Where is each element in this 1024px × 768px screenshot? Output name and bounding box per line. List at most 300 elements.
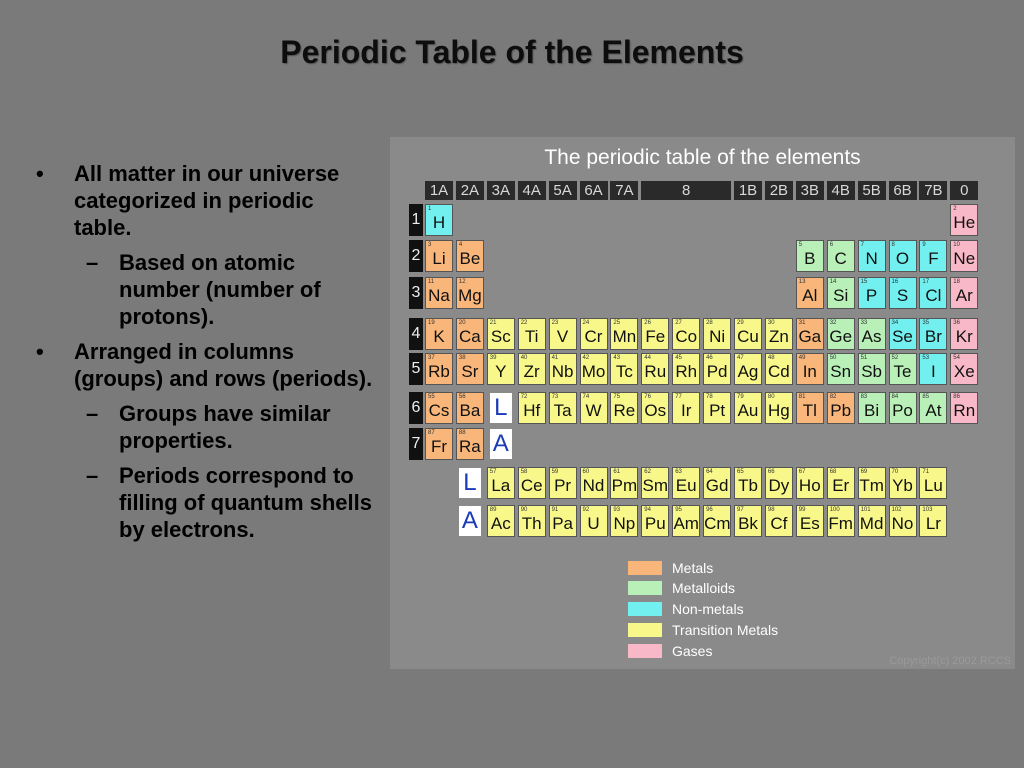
period-label: 7	[409, 428, 423, 460]
element-symbol: Xe	[953, 362, 975, 381]
element-symbol: Tc	[615, 362, 633, 381]
element-symbol: Kr	[955, 327, 973, 346]
atomic-number: 41	[551, 355, 559, 361]
element-symbol: Os	[644, 401, 667, 420]
element-symbol: Ho	[798, 476, 821, 495]
atomic-number: 54	[953, 355, 960, 361]
element-symbol: Mo	[581, 362, 606, 381]
atomic-number: 3	[428, 242, 432, 248]
element-cell	[549, 392, 577, 424]
legend-swatch	[628, 581, 662, 595]
element-symbol: Te	[893, 362, 912, 381]
element-symbol: Nb	[551, 362, 574, 381]
element-symbol: Ra	[459, 437, 481, 456]
element-symbol: O	[895, 249, 910, 268]
atomic-number: 19	[428, 320, 435, 326]
atomic-number: 21	[489, 320, 497, 326]
atomic-number: 39	[489, 355, 497, 361]
group-label: 4A	[518, 181, 546, 200]
group-label: 7B	[919, 181, 947, 200]
element-cell	[518, 318, 546, 350]
atomic-number: 52	[891, 355, 899, 361]
group-label: 0	[950, 181, 978, 200]
atomic-number: 20	[458, 320, 466, 326]
element-symbol: Rh	[675, 362, 698, 381]
element-symbol: Ar	[955, 286, 973, 305]
atomic-number: 67	[798, 469, 806, 475]
atomic-number: 83	[860, 394, 868, 400]
element-cell	[827, 353, 855, 385]
group-label: 1B	[734, 181, 762, 200]
element-cell	[703, 318, 731, 350]
group-label: 6A	[580, 181, 608, 200]
atomic-number: 81	[798, 394, 806, 400]
atomic-number: 68	[829, 469, 837, 475]
atomic-number: 78	[706, 394, 713, 400]
element-cell	[889, 240, 917, 272]
element-symbol: Sm	[642, 476, 669, 495]
group-label: 4B	[827, 181, 855, 200]
legend-swatch	[628, 623, 662, 637]
element-symbol: Al	[802, 286, 818, 305]
element-cell	[827, 392, 855, 424]
element-cell	[425, 277, 453, 309]
element-symbol: He	[953, 213, 976, 232]
element-cell	[703, 467, 731, 499]
atomic-number: 11	[428, 279, 435, 285]
element-cell	[919, 318, 947, 350]
element-symbol: Ni	[709, 327, 726, 346]
element-cell	[734, 505, 762, 537]
element-cell	[610, 318, 638, 350]
element-cell	[580, 353, 608, 385]
element-cell	[672, 353, 700, 385]
atomic-number: 40	[520, 355, 528, 361]
element-symbol: Cd	[768, 362, 790, 381]
atomic-number: 85	[922, 394, 930, 400]
element-symbol: Hf	[523, 401, 541, 420]
element-symbol: Lu	[923, 476, 943, 495]
element-cell	[889, 353, 917, 385]
element-cell	[734, 467, 762, 499]
atomic-number: 36	[953, 320, 960, 326]
atomic-number: 27	[675, 320, 682, 326]
element-symbol: Ti	[524, 327, 539, 346]
atomic-number: 76	[644, 394, 651, 400]
atomic-number: 61	[613, 469, 621, 475]
period-label: 6	[409, 392, 423, 424]
atomic-number: 50	[829, 355, 837, 361]
element-symbol: V	[556, 327, 569, 346]
element-symbol: Y	[495, 362, 507, 381]
element-symbol: Rb	[428, 362, 450, 381]
atomic-number: 56	[458, 394, 466, 400]
atomic-number: 102	[891, 507, 902, 513]
element-symbol: Ac	[490, 514, 511, 533]
element-symbol: Cu	[737, 327, 759, 346]
bullet-marker: •	[36, 339, 44, 364]
element-cell	[641, 467, 669, 499]
atomic-number: 46	[706, 355, 713, 361]
element-cell	[734, 318, 762, 350]
element-symbol: Cm	[704, 514, 731, 533]
element-cell	[703, 353, 731, 385]
element-symbol: Md	[859, 514, 884, 533]
element-cell	[889, 467, 917, 499]
element-cell	[765, 392, 793, 424]
element-cell	[672, 392, 700, 424]
atomic-number: 79	[737, 394, 744, 400]
atomic-number: 90	[520, 507, 528, 513]
atomic-number: 4	[458, 242, 463, 248]
atomic-number: 34	[891, 320, 899, 326]
slide-title: Periodic Table of the Elements	[280, 34, 744, 70]
atomic-number: 99	[798, 507, 806, 513]
atomic-number: 96	[706, 507, 713, 513]
element-symbol: Bk	[738, 514, 758, 533]
atomic-number: 44	[644, 355, 651, 361]
bullet-text: Arranged in columns (groups) and rows (periods).	[74, 339, 373, 391]
atomic-number: 75	[613, 394, 621, 400]
atomic-number: 12	[458, 279, 466, 285]
atomic-number: 103	[922, 507, 933, 513]
atomic-number: 45	[675, 355, 682, 361]
element-cell	[487, 467, 515, 499]
copyright-text: Copyright(c) 2002 RCCS	[889, 655, 1011, 667]
element-cell	[858, 505, 886, 537]
element-symbol: Sr	[461, 362, 479, 381]
atomic-number: 95	[675, 507, 682, 513]
element-cell	[518, 505, 546, 537]
legend-label: Transition Metals	[672, 622, 779, 638]
element-symbol: Mn	[612, 327, 637, 346]
dash-marker: –	[86, 250, 99, 275]
group-label: 1A	[425, 181, 453, 200]
element-cell	[487, 318, 515, 350]
atomic-number: 14	[829, 279, 837, 285]
element-symbol: Ta	[553, 401, 572, 420]
element-cell	[456, 240, 484, 272]
element-symbol: Hg	[768, 401, 790, 420]
atomic-number: 69	[860, 469, 868, 475]
element-symbol: Si	[833, 286, 849, 305]
atomic-number: 6	[829, 242, 834, 248]
element-cell	[919, 277, 947, 309]
bullet-item	[30, 160, 375, 241]
element-cell	[827, 240, 855, 272]
atomic-number: 53	[922, 355, 930, 361]
element-symbol: Tl	[802, 401, 817, 420]
element-symbol: Yb	[892, 476, 913, 495]
element-symbol: Am	[673, 514, 699, 533]
element-symbol: Na	[428, 286, 450, 305]
atomic-number: 98	[767, 507, 775, 513]
actinide-marker: A	[490, 429, 512, 459]
element-symbol: H	[432, 213, 446, 232]
element-cell	[796, 240, 824, 272]
element-cell	[796, 505, 824, 537]
atomic-number: 51	[860, 355, 868, 361]
atomic-number: 72	[520, 394, 528, 400]
period-label: 5	[409, 353, 423, 385]
group-label: 8	[641, 181, 731, 200]
atomic-number: 74	[582, 394, 590, 400]
element-cell	[703, 392, 731, 424]
element-cell	[672, 318, 700, 350]
bullet-item	[30, 338, 375, 392]
atomic-number: 73	[551, 394, 559, 400]
element-symbol: Cs	[428, 401, 450, 420]
element-symbol: Ba	[459, 401, 481, 420]
atomic-number: 8	[891, 242, 895, 248]
element-cell	[610, 467, 638, 499]
atomic-number: 22	[520, 320, 528, 326]
element-cell	[610, 505, 638, 537]
atomic-number: 84	[891, 394, 899, 400]
element-symbol: Au	[737, 401, 759, 420]
element-symbol: Re	[613, 401, 636, 420]
atomic-number: 43	[613, 355, 621, 361]
atomic-number: 49	[798, 355, 806, 361]
element-cell	[858, 392, 886, 424]
element-symbol: Sc	[490, 327, 511, 346]
element-cell	[425, 353, 453, 385]
element-symbol: Pb	[830, 401, 852, 420]
element-symbol: Fm	[828, 514, 853, 533]
bullet-text: Groups have similar properties.	[119, 401, 331, 453]
element-cell	[487, 505, 515, 537]
atomic-number: 94	[644, 507, 651, 513]
atomic-number: 71	[922, 469, 930, 475]
group-label: 6B	[889, 181, 917, 200]
element-cell	[950, 204, 978, 236]
element-cell	[950, 392, 978, 424]
element-symbol: La	[491, 476, 511, 495]
element-symbol: At	[925, 401, 942, 420]
element-symbol: Be	[459, 249, 481, 268]
sub-bullet-item	[30, 400, 375, 454]
element-cell	[610, 353, 638, 385]
element-cell	[765, 353, 793, 385]
element-cell	[765, 467, 793, 499]
atomic-number: 15	[860, 279, 868, 285]
element-cell	[487, 353, 515, 385]
atomic-number: 57	[489, 469, 497, 475]
element-cell	[641, 318, 669, 350]
atomic-number: 47	[737, 355, 744, 361]
element-cell	[425, 318, 453, 350]
element-symbol: Ir	[680, 401, 692, 420]
element-cell	[827, 505, 855, 537]
element-cell	[765, 505, 793, 537]
atomic-number: 91	[551, 507, 559, 513]
element-cell	[734, 353, 762, 385]
element-cell	[518, 353, 546, 385]
element-cell	[580, 467, 608, 499]
atomic-number: 25	[613, 320, 621, 326]
element-cell	[889, 318, 917, 350]
element-cell	[549, 505, 577, 537]
element-symbol: P	[865, 286, 878, 305]
atomic-number: 18	[953, 279, 960, 285]
element-cell	[580, 505, 608, 537]
legend-label: Metals	[672, 560, 714, 576]
atomic-number: 60	[582, 469, 590, 475]
element-symbol: Li	[432, 249, 446, 268]
atomic-number: 59	[551, 469, 559, 475]
element-symbol: W	[585, 401, 602, 420]
atomic-number: 87	[428, 430, 435, 436]
element-cell	[796, 277, 824, 309]
atomic-number: 32	[829, 320, 837, 326]
element-symbol: Pd	[706, 362, 728, 381]
element-symbol: Cf	[770, 514, 788, 533]
element-symbol: Sb	[861, 362, 882, 381]
legend-swatch	[628, 561, 662, 575]
element-symbol: Pm	[611, 476, 638, 495]
dash-marker: –	[86, 401, 99, 426]
element-cell	[672, 505, 700, 537]
element-cell	[858, 318, 886, 350]
element-cell	[456, 428, 484, 460]
element-symbol: N	[865, 249, 878, 268]
element-symbol: In	[802, 362, 817, 381]
element-cell	[889, 392, 917, 424]
element-cell	[796, 392, 824, 424]
element-cell	[549, 353, 577, 385]
element-cell	[549, 318, 577, 350]
element-symbol: Nd	[582, 476, 605, 495]
period-label: 3	[409, 277, 423, 309]
element-symbol: Fr	[430, 437, 448, 456]
element-symbol: Ne	[953, 249, 976, 268]
element-cell	[703, 505, 731, 537]
element-cell	[456, 392, 484, 424]
group-label: 3A	[487, 181, 515, 200]
atomic-number: 16	[891, 279, 899, 285]
element-cell	[641, 505, 669, 537]
element-cell	[950, 277, 978, 309]
actinide-marker: A	[459, 506, 481, 536]
atomic-number: 97	[737, 507, 744, 513]
element-cell	[425, 392, 453, 424]
atomic-number: 30	[767, 320, 775, 326]
atomic-number: 64	[706, 469, 713, 475]
element-symbol: U	[587, 514, 600, 533]
bullet-list	[30, 160, 375, 551]
element-cell	[827, 318, 855, 350]
element-cell	[919, 392, 947, 424]
element-symbol: Es	[799, 514, 820, 533]
element-symbol: I	[931, 362, 936, 381]
element-symbol: Po	[892, 401, 913, 420]
element-symbol: K	[433, 327, 445, 346]
element-cell	[456, 277, 484, 309]
element-cell	[610, 392, 638, 424]
element-cell	[858, 240, 886, 272]
atomic-number: 37	[428, 355, 435, 361]
lanthanide-marker: L	[459, 468, 481, 498]
element-symbol: Np	[613, 514, 636, 533]
element-cell	[858, 467, 886, 499]
bullet-marker: •	[36, 161, 44, 186]
element-symbol: Pt	[709, 401, 726, 420]
element-symbol: Pa	[552, 514, 573, 533]
atomic-number: 9	[922, 242, 926, 248]
element-cell	[796, 353, 824, 385]
element-symbol: Lr	[925, 514, 941, 533]
element-symbol: Dy	[768, 476, 790, 495]
period-label: 2	[409, 240, 423, 272]
atomic-number: 17	[922, 279, 930, 285]
bullet-text: Periods correspond to filling of quantum shells by electrons.	[119, 463, 372, 542]
group-label: 5A	[549, 181, 577, 200]
element-cell	[734, 392, 762, 424]
atomic-number: 66	[767, 469, 775, 475]
element-cell	[425, 204, 453, 236]
dash-marker: –	[86, 463, 99, 488]
element-cell	[518, 467, 546, 499]
atomic-number: 29	[737, 320, 744, 326]
atomic-number: 65	[737, 469, 744, 475]
element-cell	[580, 318, 608, 350]
atomic-number: 10	[953, 242, 960, 248]
atomic-number: 28	[706, 320, 713, 326]
element-cell	[549, 467, 577, 499]
element-symbol: Se	[892, 327, 913, 346]
element-symbol: Cl	[925, 286, 942, 305]
element-cell	[672, 467, 700, 499]
element-symbol: Ce	[520, 476, 543, 495]
element-symbol: Sn	[830, 362, 852, 381]
atomic-number: 7	[860, 242, 864, 248]
group-label: 5B	[858, 181, 886, 200]
element-cell	[950, 240, 978, 272]
element-cell	[950, 318, 978, 350]
element-symbol: Ca	[459, 327, 481, 346]
element-cell	[796, 467, 824, 499]
atomic-number: 26	[644, 320, 651, 326]
sub-bullet-item	[30, 462, 375, 543]
element-symbol: Er	[832, 476, 850, 495]
element-cell	[518, 392, 546, 424]
element-symbol: Br	[924, 327, 942, 346]
atomic-number: 93	[613, 507, 621, 513]
element-cell	[456, 353, 484, 385]
atomic-number: 89	[489, 507, 497, 513]
element-symbol: Bi	[864, 401, 880, 420]
legend-label: Metalloids	[672, 580, 736, 596]
element-symbol: Co	[675, 327, 698, 346]
element-cell	[425, 240, 453, 272]
element-symbol: Gd	[705, 476, 729, 495]
element-symbol: F	[928, 249, 939, 268]
atomic-number: 31	[798, 320, 806, 326]
element-symbol: Ru	[644, 362, 667, 381]
sub-bullet-item	[30, 249, 375, 330]
element-symbol: No	[891, 514, 914, 533]
element-cell	[827, 467, 855, 499]
element-symbol: As	[861, 327, 882, 346]
legend-swatch	[628, 602, 662, 616]
element-symbol: Fe	[645, 327, 666, 346]
element-symbol: Zn	[768, 327, 789, 346]
atomic-number: 80	[767, 394, 775, 400]
element-cell	[641, 392, 669, 424]
atomic-number: 48	[767, 355, 775, 361]
legend-swatch	[628, 644, 662, 658]
element-symbol: Th	[521, 514, 542, 533]
